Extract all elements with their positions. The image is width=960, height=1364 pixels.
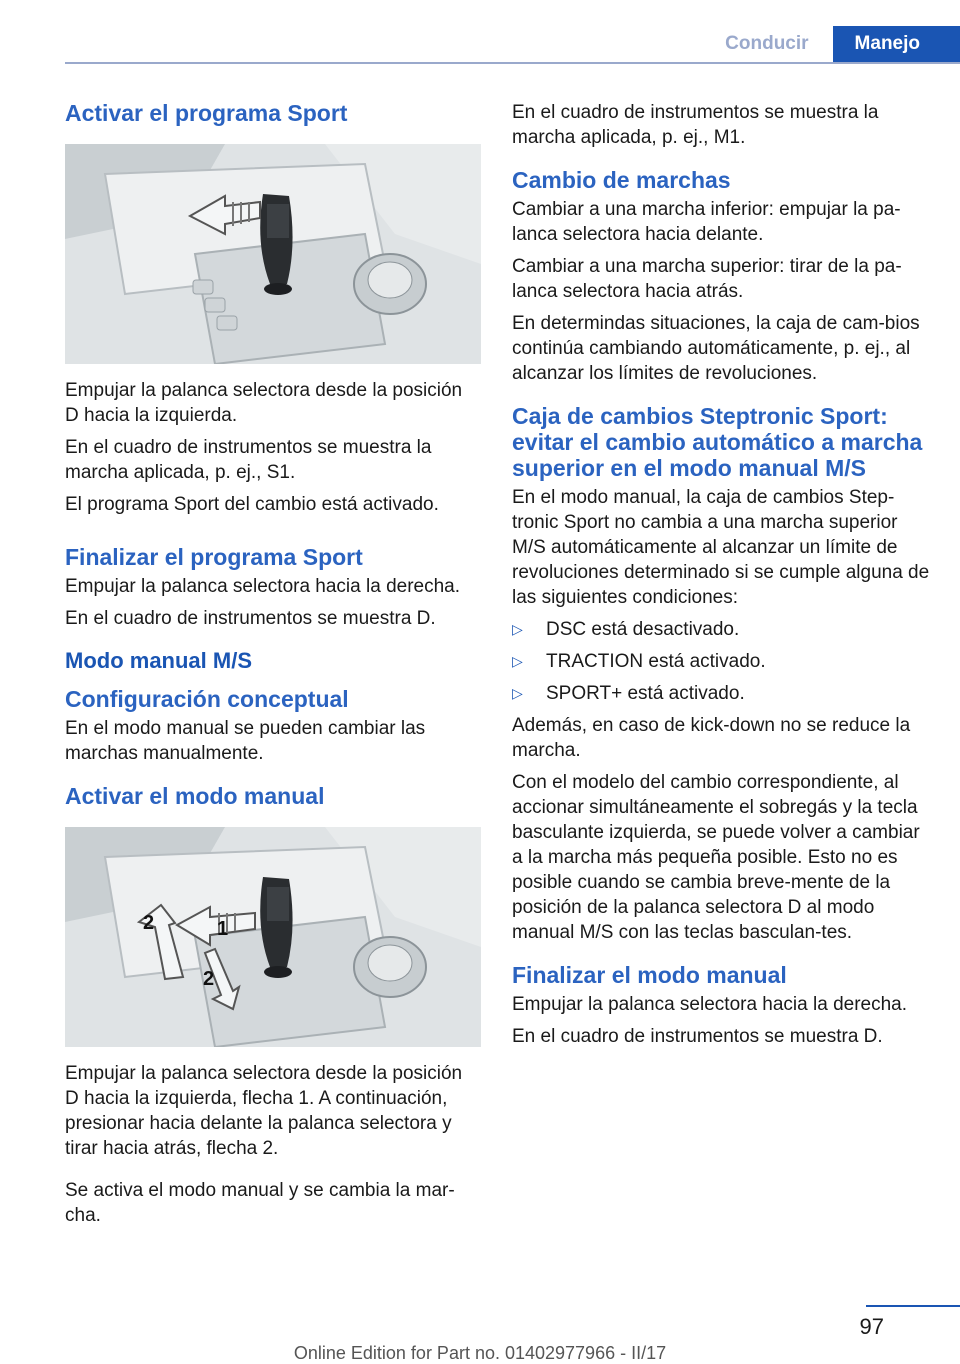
conditions-list (512, 617, 930, 706)
gear-selector-illustration-manual (65, 827, 481, 1047)
bullet-triangle-icon: ▷ (512, 685, 523, 701)
heading-manual-off: Finalizar el modo manual (512, 962, 787, 988)
heading-sport-off: Finalizar el programa Sport (65, 544, 363, 570)
gear-selector-illustration-sport (65, 144, 481, 364)
text-manual-on-2: Se activa el modo manual y se cambia la mar‐cha. (65, 1180, 455, 1226)
footer-rule (866, 1305, 960, 1307)
right-column (512, 100, 930, 1049)
text-sport-off-2: En el cuadro de instrumentos se muestra D. (65, 608, 436, 629)
list-item: ▷ DSC está desactivado. (512, 619, 740, 640)
list-item: ▷ SPORT+ está activado. (512, 683, 745, 704)
tab-conducir[interactable]: Conducir (701, 26, 832, 62)
heading-concept: Configuración conceptual (65, 686, 349, 712)
heading-steptronic: Caja de cambios Steptronic Sport: evitar el cambio automático a marcha superior en el modo manual M/S (512, 403, 923, 481)
text-manual-off-1: Empujar la palanca selectora hacia la derecha. (512, 994, 908, 1015)
tab-manejo[interactable]: Manejo (833, 26, 960, 62)
heading-sport-on: Activar el programa Sport (65, 100, 348, 126)
arrow-label-2-upper: 2 (143, 912, 155, 934)
gear-selector-image-1 (65, 144, 481, 364)
arrow-label-1: 1 (217, 918, 229, 940)
heading-manual-mode: Modo manual M/S (65, 648, 252, 673)
text-manual-display: En el cuadro de instrumentos se muestra la marcha aplicada, p. ej., M1. (512, 102, 879, 148)
text-auto-shift: En determindas situaciones, la caja de cam‐bios continúa cambiando automáticamente, p. ej., al alcanzar los límites de revoluciones. (512, 313, 920, 384)
text-upshift: Cambiar a una marcha superior: tirar de la pa‐lanca selectora hacia atrás. (512, 256, 902, 302)
edition-footer: Online Edition for Part no. 01402977966 - II/17 (293, 1343, 667, 1363)
text-sport-step-2: En el cuadro de instrumentos se muestra la marcha aplicada, p. ej., S1. (65, 437, 432, 483)
text-sport-step-1: Empujar la palanca selectora desde la posición D hacia la izquierda. (65, 380, 463, 426)
bullet-triangle-icon: ▷ (512, 621, 523, 637)
text-paddle: Con el modelo del cambio correspondiente, al accionar simultáneamente el sobregás y la tecla basculante izquierda, se puede volver a cambiar a la marcha más pequeña posible. Esto no es posible cuando se cambia breve‐mente de la posición de la palanca selectora D al modo manual M/S con las teclas basculan‐tes. (512, 772, 920, 943)
chapter-tabs (701, 26, 960, 62)
text-sport-off-1: Empujar la palanca selectora hacia la derecha. (65, 576, 461, 597)
gear-selector-image-2 (65, 827, 481, 1047)
header-rule (65, 62, 960, 64)
text-manual-on-1: Empujar la palanca selectora desde la posición D hacia la izquierda, flecha 1. A continuación, presionar hacia delante la palanca selectora y tirar hacia atrás, flecha 2. (65, 1063, 463, 1159)
arrow-label-2-lower: 2 (203, 968, 215, 990)
text-concept: En el modo manual se pueden cambiar las marchas manualmente. (65, 718, 426, 764)
text-kickdown: Además, en caso de kick-down no se reduce la marcha. (512, 715, 911, 761)
list-item: ▷ TRACTION está activado. (512, 651, 766, 672)
text-steptronic: En el modo manual, la caja de cambios Step‐tronic Sport no cambia a una marcha superior M/S automáticamente al alcanzar un límite de revoluciones determinado si se cumple alguna de las siguientes condiciones: (512, 487, 930, 608)
text-downshift: Cambiar a una marcha inferior: empujar la pa‐lanca selectora hacia delante. (512, 199, 901, 245)
text-sport-step-3: El programa Sport del cambio está activado. (65, 494, 439, 515)
heading-manual-on: Activar el modo manual (65, 783, 325, 809)
heading-gear-change: Cambio de marchas (512, 167, 731, 193)
bullet-triangle-icon: ▷ (512, 653, 523, 669)
page-number: 97 (859, 1314, 884, 1339)
text-manual-off-2: En el cuadro de instrumentos se muestra D. (512, 1026, 883, 1047)
left-column (65, 100, 481, 1228)
